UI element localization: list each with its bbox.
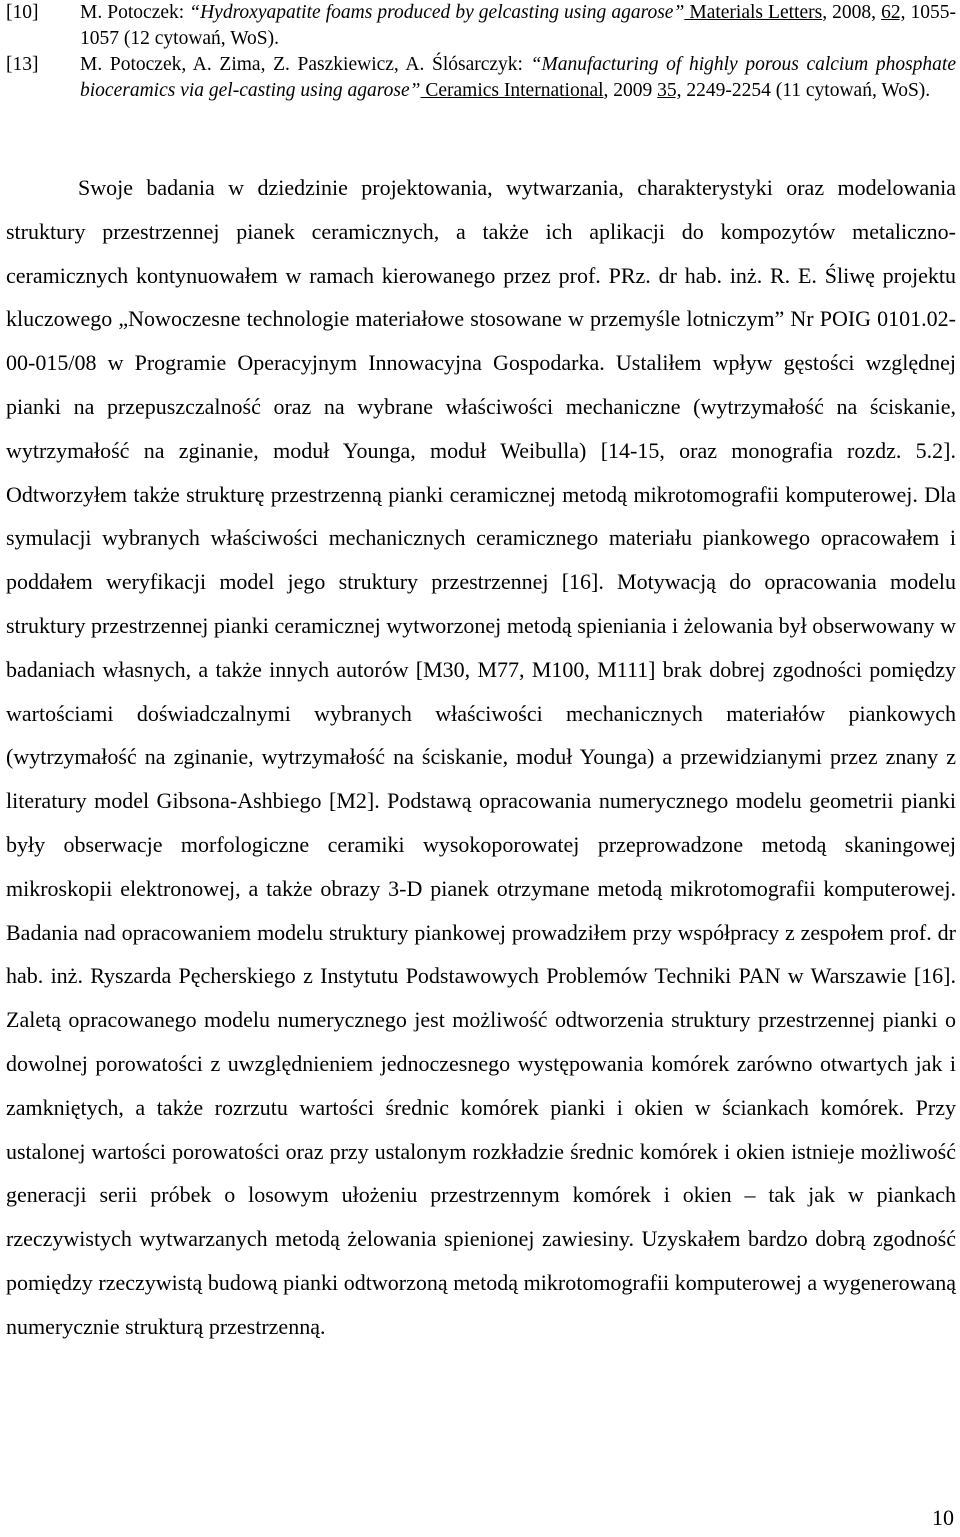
- reference-title: “Manufacturing of highly porous calcium phosphate bioceramics via gel-casting using agarose”: [80, 54, 956, 101]
- reference-volume: 35,: [657, 80, 682, 101]
- reference-authors: M. Potoczek:: [80, 2, 190, 23]
- reference-pages: 2249-2254 (11 cytowań, WoS).: [681, 80, 931, 101]
- reference-details: , 2009: [603, 80, 658, 101]
- reference-journal: Ceramics International: [420, 80, 604, 101]
- reference-journal: Materials Letters: [684, 2, 823, 23]
- reference-authors: M. Potoczek, A. Zima, Z. Paszkiewicz, A. Ślósarczyk:: [80, 54, 531, 75]
- reference-number: [10]: [6, 2, 39, 23]
- body-text: [6, 166, 956, 1349]
- reference-list: [6, 0, 956, 104]
- reference-pages: 1055-1057 (12 cytowań, WoS).: [80, 2, 957, 49]
- reference-text: [80, 0, 956, 52]
- reference-text: [80, 52, 956, 104]
- page-number: 10: [932, 1505, 954, 1530]
- reference-number: [13]: [6, 54, 39, 75]
- reference-title: “Hydroxyapatite foams produced by gelcasting using agarose”: [189, 2, 685, 23]
- reference-item: [6, 0, 956, 52]
- reference-item: [6, 52, 956, 104]
- body-paragraph: Swoje badania w dziedzinie projektowania, wytwarzania, charakterystyki oraz modelowania struktury przestrzennej pianek ceramicznych, a także ich aplikacji do kompozytów metaliczno-ceramicznych kontynuowałem w ramach kierowanego przez prof. PRz. dr hab. inż. R. E. Śliwę projektu kluczowego „Nowoczesne technologie materiałowe stosowane w przemyśle lotniczym” Nr POIG 0101.02-00-015/08 w Programie Operacyjnym Innowacyjna Gospodarka. Ustaliłem wpływ gęstości względnej pianki na przepuszczalność oraz na wybrane właściwości mechaniczne (wytrzymałość na ściskanie, wytrzymałość na zginanie, moduł Younga, moduł Weibulla) [14-15, oraz monografia rozdz. 5.2]. Odtworzyłem także strukturę przestrzenną pianki ceramicznej metodą mikrotomografii komputerowej. Dla symulacji wybranych właściwości mechanicznych ceramicznego materiału piankowego opracowałem i poddałem weryfikacji model jego struktury przestrzennej [16]. Motywacją do opracowania modelu struktury przestrzennej pianki ceramicznej wytworzonej metodą spieniania i żelowania był obserwowany w badaniach własnych, a także innych autorów [M30, M77, M100, M111] brak dobrej zgodności pomiędzy wartościami doświadczalnymi wybranych właściwości mechanicznych materiałów piankowych (wytrzymałość na zginanie, wytrzymałość na ściskanie, moduł Younga) a przewidzianymi przez znany z literatury model Gibsona-Ashbiego [M2]. Podstawą opracowania numerycznego modelu geometrii pianki były obserwacje morfologiczne ceramiki wysokoporowatej przeprowadzone metodą skaningowej mikroskopii elektronowej, a także obrazy 3-D pianek otrzymane metodą mikrotomografii komputerowej. Badania nad opracowaniem modelu struktury piankowej prowadziłem przy współpracy z zespołem prof. dr hab. inż. Ryszarda Pęcherskiego z Instytutu Podstawowych Problemów Techniki PAN w Warszawie [16]. Zaletą opracowanego modelu numerycznego jest możliwość odtworzenia struktury przestrzennej pianki o dowolnej porowatości z uwzględnieniem jednoczesnego występowania komórek zarówno otwartych jak i zamkniętych, a także rozrzutu wartości średnic komórek pianki i okien w ściankach komórek. Przy ustalonej wartości porowatości oraz przy ustalonym rozkładzie średnic komórek i okien istnieje możliwość generacji serii próbek o losowym ułożeniu przestrzennym komórek i okien – tak jak w piankach rzeczywistych wytwarzanych metodą żelowania spienionej zawiesiny. Uzyskałem bardzo dobrą zgodność pomiędzy rzeczywistą budową pianki odtworzoną metodą mikrotomografii komputerowej a wygenerowaną numerycznie strukturą przestrzenną.: [6, 175, 956, 1339]
- reference-volume: 62,: [881, 2, 906, 23]
- reference-details: , 2008,: [822, 2, 882, 23]
